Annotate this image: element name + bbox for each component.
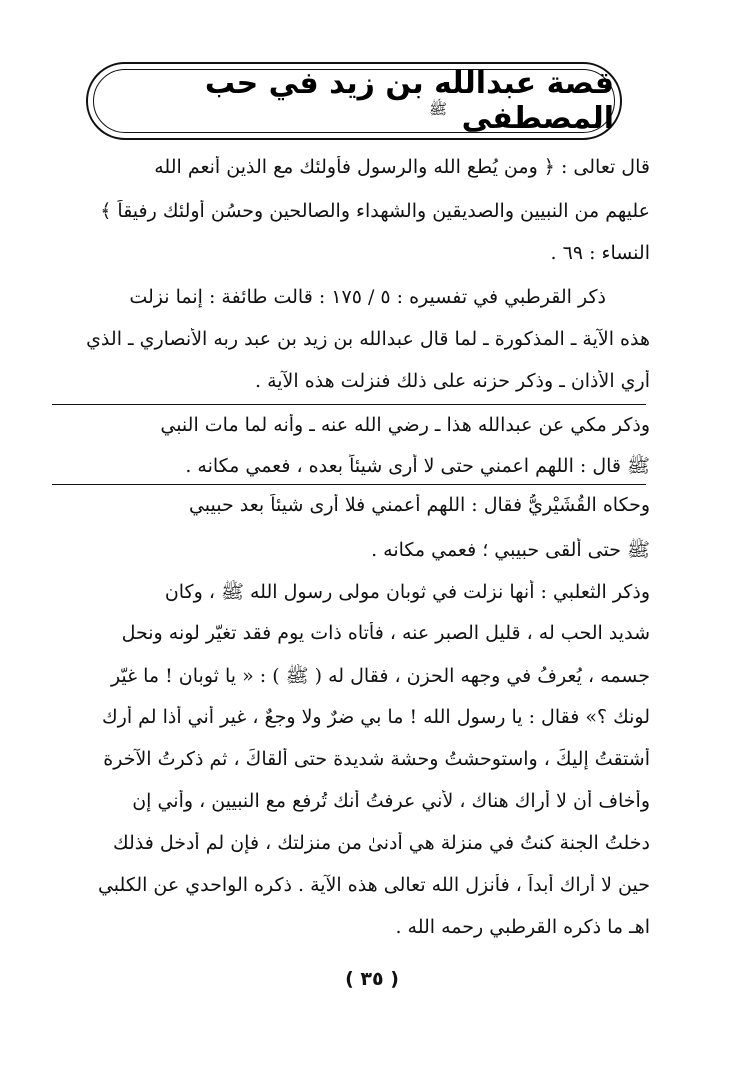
text-line-14: لونك ؟» فقال : يا رسول الله ! ما بي ضرٌ ولا وجعٌ ، غير أني أذا لم أرك <box>102 706 650 728</box>
page-number: ( ٣٥ ) <box>345 968 399 990</box>
text-line-3: النساء : ٦٩ . <box>550 242 650 264</box>
text-line-17: دخلتُ الجنة كنتُ في منزلة هي أدنىٰ من منزلتك ، فإن لم أدخل فذلك <box>112 832 650 854</box>
divider-line-1 <box>52 404 646 405</box>
text-line-9: وحكاه القُشَيْريُّ فقال : اللهم أعمني فلا أرى شيئاً بعد حبيبي <box>188 494 650 516</box>
honorific-mark: ﷺ <box>429 100 448 118</box>
text-line-2: عليهم من النبيين والصديقين والشهداء والصالحين وحسُن أولئك رفيقاً ﴾ <box>100 200 650 222</box>
text-line-16: وأخاف أن لا أراك هناك ، لأني عرفتُ أنك تُرفع مع النبيين ، وأني إن <box>132 790 650 812</box>
text-line-1: قال تعالى : ﴿ ومن يُطع الله والرسول فأولئك مع الذين أنعم الله <box>154 156 650 178</box>
title-frame-inner <box>93 66 615 136</box>
text-line-8: ﷺ قال : اللهم اعمني حتى لا أرى شيئاً بعده ، فعمي مكانه . <box>185 455 650 477</box>
divider-line-2 <box>52 484 646 485</box>
text-line-11: وذكر الثعلبي : أنها نزلت في ثوبان مولى رسول الله ﷺ ، وكان <box>164 581 650 603</box>
text-line-18: حين لا أراك أبداً ، فأنزل الله تعالى هذه الآية . ذكره الواحدي عن الكلبي <box>97 874 650 896</box>
text-line-4: ذكر القرطبي في تفسيره : ٥ / ١٧٥ : قالت طائفة : إنما نزلت <box>129 286 606 308</box>
page-title-text: قصة عبدالله بن زيد في حب المصطفى <box>204 66 614 136</box>
text-line-5: هذه الآية ـ المذكورة ـ لما قال عبدالله بن زيد بن عبد ربه الأنصاري ـ الذي <box>86 328 650 350</box>
page-title <box>94 66 614 136</box>
text-line-13: جسمه ، يُعرفُ في وجهه الحزن ، فقال له ( ﷺ ) : « يا ثوبان ! ما غيّر <box>110 665 650 687</box>
text-line-10: ﷺ حتى ألقى حبيبي ؛ فعمي مكانه . <box>371 539 650 561</box>
text-line-7: وذكر مكي عن عبدالله هذا ـ رضي الله عنه ـ وأنه لما مات النبي <box>160 414 650 436</box>
text-line-6: أري الأذان ـ وذكر حزنه على ذلك فنزلت هذه الآية . <box>254 370 650 392</box>
text-line-12: شديد الحب له ، قليل الصبر عنه ، فأتاه ذات يوم فقد تغيّر لونه ونحل <box>121 622 650 644</box>
text-line-19: اهـ ما ذكره القرطبي رحمه الله . <box>395 916 650 938</box>
text-line-15: أشتقتُ إليكَ ، واستوحشتُ وحشة شديدة حتى ألقاكَ ، ثم ذكرتُ الآخرة <box>103 748 650 770</box>
title-frame <box>86 62 622 140</box>
